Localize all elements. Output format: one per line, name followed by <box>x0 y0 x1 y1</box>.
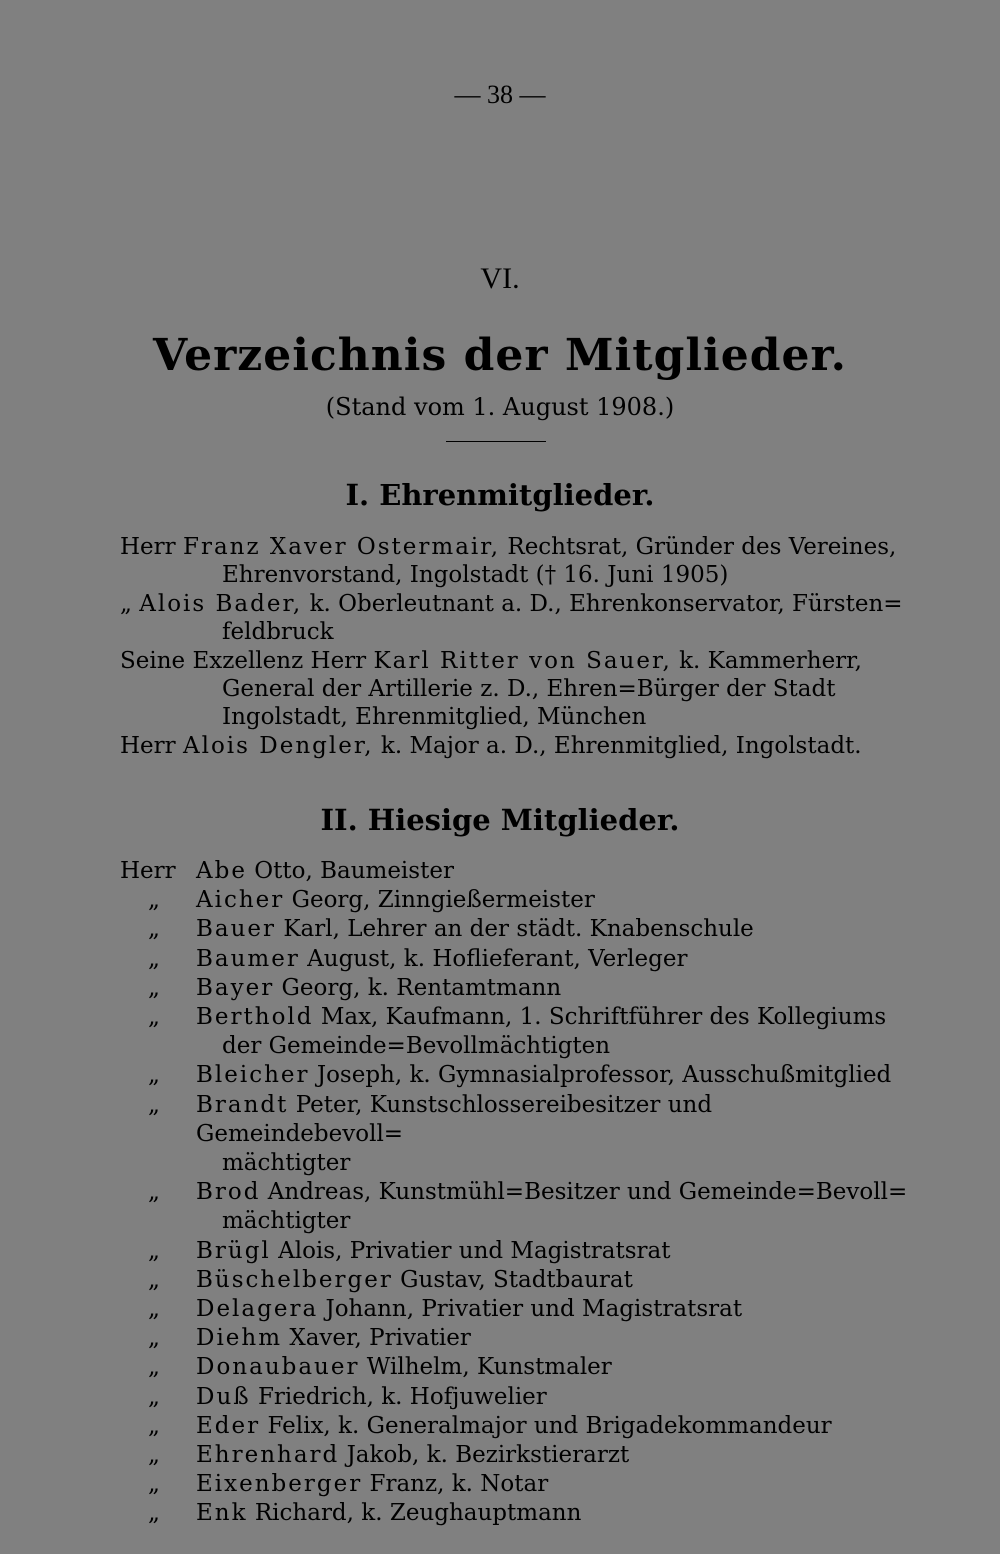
member-description: Peter, Kunstschlossereibesitzer und Gemeindebevoll= <box>196 1091 713 1147</box>
member-name: Brod <box>196 1179 261 1206</box>
member-description-continued: Ehrenvorstand, Ingolstadt († 16. Juni 1905) <box>222 562 729 589</box>
list-item <box>120 732 920 760</box>
section-numeral: VI. <box>480 262 520 295</box>
member-description: Friedrich, k. Hofjuwelier <box>257 1383 547 1410</box>
entry-prefix: „ <box>148 1296 160 1323</box>
title-divider <box>446 441 546 442</box>
list-item <box>120 1266 920 1295</box>
entry-prefix: „ <box>148 1004 160 1031</box>
entry-prefix: „ <box>148 1412 160 1439</box>
entry-prefix: Herr <box>120 732 176 759</box>
entry-prefix: „ <box>148 1442 160 1469</box>
local-members-list <box>120 857 920 1529</box>
member-description: k. Major a. D., Ehrenmitglied, Ingolstadt. <box>380 732 862 759</box>
member-description: Georg, k. Rentamtmann <box>281 974 562 1001</box>
list-item <box>120 1383 920 1412</box>
list-item <box>120 1295 920 1324</box>
entry-prefix: „ <box>148 1237 160 1264</box>
local-members-heading: II. Hiesige Mitglieder. <box>320 803 680 837</box>
member-description: Karl, Lehrer an der städt. Knabenschule <box>283 916 754 943</box>
entry-prefix: „ <box>148 1471 160 1498</box>
entry-prefix: „ <box>148 1266 160 1293</box>
member-description: Rechtsrat, Gründer des Vereines, <box>507 534 897 560</box>
date-note: (Stand vom 1. August 1908.) <box>325 393 675 421</box>
member-description: Wilhelm, Kunstmaler <box>366 1354 612 1381</box>
entry-prefix: „ <box>148 945 160 972</box>
list-item <box>120 1061 920 1090</box>
list-item <box>120 974 920 1003</box>
list-item <box>120 915 920 944</box>
member-description: k. Oberleutnant a. D., Ehrenkonservator, Fürsten= <box>309 590 903 617</box>
list-item <box>120 1353 920 1382</box>
list-item <box>120 945 920 974</box>
list-item <box>120 647 920 732</box>
list-item <box>120 1412 920 1441</box>
list-item <box>120 886 920 915</box>
list-item <box>120 590 920 647</box>
member-name: Duß <box>196 1383 251 1410</box>
member-description: Max, Kaufmann, 1. Schriftführer des Kollegiums <box>320 1004 887 1031</box>
member-name: Brügl <box>196 1237 271 1264</box>
member-name: Aicher <box>196 887 285 914</box>
entry-prefix: Herr <box>120 858 176 884</box>
entry-prefix: „ <box>120 590 132 617</box>
member-name: Diehm <box>196 1325 283 1352</box>
member-name: Eixenberger <box>196 1471 363 1498</box>
member-name: Alois Dengler, <box>182 732 374 759</box>
honorary-members-heading: I. Ehrenmitglieder. <box>345 478 655 512</box>
member-name: Bleicher <box>196 1062 310 1089</box>
entry-prefix: „ <box>148 1091 160 1118</box>
list-item <box>120 1470 920 1499</box>
list-item <box>120 533 920 590</box>
entry-prefix: „ <box>148 974 160 1001</box>
member-name: Ehrenhard <box>196 1442 340 1469</box>
member-description: Felix, k. Generalmajor und Brigadekommandeur <box>267 1412 832 1439</box>
member-name: Alois Bader, <box>139 590 303 617</box>
member-description: Franz, k. Notar <box>369 1471 549 1498</box>
member-description: Georg, Zinngießermeister <box>291 887 595 914</box>
member-description-continued: General der Artillerie z. D., Ehren=Bürger der Stadt <box>222 676 836 703</box>
list-item <box>120 857 920 886</box>
member-description: Johann, Privatier und Magistratsrat <box>325 1296 743 1323</box>
member-description: k. Kammerherr, <box>679 647 862 674</box>
member-description-continued: mächtigter <box>222 1150 351 1177</box>
member-description: Gustav, Stadtbaurat <box>400 1266 633 1293</box>
honorary-members-list <box>120 533 920 760</box>
member-description-continued: der Gemeinde=Bevollmächtigten <box>222 1033 611 1060</box>
list-item <box>120 1441 920 1470</box>
member-description: August, k. Hoflieferant, Verleger <box>307 945 688 972</box>
member-name: Bayer <box>196 974 275 1001</box>
member-description: Xaver, Privatier <box>289 1325 471 1352</box>
member-name: Donaubauer <box>196 1354 360 1381</box>
member-name: Eder <box>196 1412 261 1439</box>
member-name: Brandt <box>196 1091 289 1118</box>
member-name: Berthold <box>196 1004 314 1031</box>
member-description: Jakob, k. Bezirkstierarzt <box>346 1442 630 1469</box>
list-item <box>120 1237 920 1266</box>
member-description: Richard, k. Zeughauptmann <box>254 1500 582 1527</box>
entry-prefix: „ <box>148 1062 160 1089</box>
member-name: Franz Xaver Ostermair, <box>182 534 501 560</box>
list-item <box>120 1499 920 1528</box>
list-item <box>120 1091 920 1179</box>
member-name: Enk <box>196 1500 248 1527</box>
entry-prefix: „ <box>148 916 160 943</box>
document-title: Verzeichnis der Mitglieder. <box>153 330 847 381</box>
entry-prefix: „ <box>148 887 160 914</box>
entry-prefix: „ <box>148 1500 160 1527</box>
entry-prefix: „ <box>148 1383 160 1410</box>
member-name: Baumer <box>196 945 300 972</box>
member-description-continued: mächtigter <box>222 1208 351 1235</box>
member-name: Delagera <box>196 1296 319 1323</box>
list-item <box>120 1178 920 1236</box>
page-number: — 38 — <box>454 80 546 109</box>
member-description: Andreas, Kunstmühl=Besitzer und Gemeinde=Bevoll= <box>267 1179 908 1206</box>
list-item <box>120 1003 920 1061</box>
member-name: Abe <box>196 858 247 884</box>
entry-prefix: Seine Exzellenz Herr <box>120 647 367 674</box>
member-name: Bauer <box>196 916 277 943</box>
member-description: Joseph, k. Gymnasialprofessor, Ausschußmitglied <box>316 1062 892 1089</box>
entry-prefix: „ <box>148 1354 160 1381</box>
member-description: Otto, Baumeister <box>254 858 454 884</box>
entry-prefix: „ <box>148 1325 160 1352</box>
entry-prefix: „ <box>148 1179 160 1206</box>
entry-prefix: Herr <box>120 534 176 560</box>
member-name: Büschelberger <box>196 1266 393 1293</box>
member-name: Karl Ritter von Sauer, <box>373 647 672 674</box>
list-item <box>120 1324 920 1353</box>
member-description: Alois, Privatier und Magistratsrat <box>278 1237 671 1264</box>
member-description-continued: feldbruck <box>222 619 334 646</box>
member-description-continued: Ingolstadt, Ehrenmitglied, München <box>222 704 647 731</box>
